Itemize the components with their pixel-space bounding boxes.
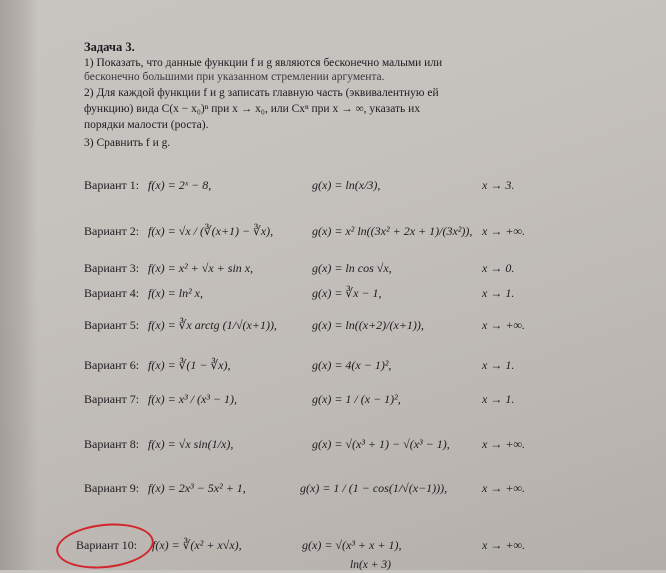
limit: x → +∞. — [482, 437, 525, 451]
limit: x → +∞. — [482, 538, 525, 552]
limit: x → +∞. — [482, 224, 525, 238]
function-f: f(x) = √x / (∛(x+1) − ∛x), — [148, 224, 274, 238]
variant-label: Вариант 2: — [84, 224, 140, 238]
function-f: f(x) = x² + √x + sin x, — [148, 261, 254, 275]
red-circle-annotation — [54, 519, 156, 573]
function-f: f(x) = 2x³ − 5x² + 1, — [148, 481, 246, 495]
function-f: f(x) = ln² x, — [148, 286, 204, 300]
variant-label: Вариант 4: — [84, 286, 140, 300]
task-title: Задача 3. — [84, 40, 135, 54]
variant-label: Вариант 10: — [76, 538, 138, 552]
variant-label: Вариант 9: — [84, 481, 140, 495]
function-g: g(x) = 4(x − 1)², — [312, 358, 392, 372]
limit: x → 0. — [482, 261, 515, 275]
function-g: g(x) = x² ln((3x² + 2x + 1)/(3x²)), — [312, 224, 473, 238]
function-f: f(x) = ∛(1 − ∛x), — [148, 358, 231, 372]
cut-off-formula: ln(x + 3) — [350, 559, 391, 571]
function-g: g(x) = ln(x/3), — [312, 178, 381, 192]
function-g: g(x) = 1 / (x − 1)², — [312, 392, 401, 406]
function-g: g(x) = √(x³ + x + 1), — [302, 538, 402, 552]
task-line-1: 1) Показать, что данные функции f и g являются бесконечно малыми или — [84, 57, 443, 69]
limit: x → 1. — [482, 286, 515, 300]
function-f: f(x) = 2ˣ − 8, — [148, 178, 212, 192]
limit: x → 1. — [482, 392, 515, 406]
variant-label: Вариант 5: — [84, 318, 140, 332]
function-g: g(x) = ∛x − 1, — [312, 286, 382, 300]
task-line-5: порядки малости (роста). — [84, 119, 209, 131]
task-line-4: функцию) вида C(x − x₀)ⁿ при x → x₀, или Cxⁿ при x → ∞, указать их — [84, 103, 421, 115]
variant-label: Вариант 8: — [84, 437, 140, 451]
variant-label: Вариант 7: — [84, 392, 140, 406]
function-g: g(x) = 1 / (1 − cos(1/√(x−1))), — [300, 481, 448, 495]
variant-label: Вариант 6: — [84, 358, 140, 372]
function-g: g(x) = √(x³ + 1) − √(x³ − 1), — [312, 437, 450, 451]
task-line-3: 2) Для каждой функции f и g записать главную часть (эквивалентную ей — [84, 87, 439, 99]
function-g: g(x) = ln cos √x, — [312, 261, 392, 275]
limit: x → +∞. — [482, 318, 525, 332]
limit: x → 1. — [482, 358, 515, 372]
function-f: f(x) = x³ / (x³ − 1), — [148, 392, 238, 406]
function-g: g(x) = ln((x+2)/(x+1)), — [312, 318, 424, 332]
task-line-6: 3) Сравнить f и g. — [84, 137, 171, 149]
variant-label: Вариант 1: — [84, 178, 140, 192]
task-line-2: бесконечно большими при указанном стремлении аргумента. — [84, 71, 385, 83]
function-f: f(x) = ∛x arctg (1/√(x+1)), — [148, 318, 277, 332]
limit: x → +∞. — [482, 481, 525, 495]
limit: x → 3. — [482, 178, 515, 192]
function-f: f(x) = ∛(x² + x√x), — [152, 538, 242, 552]
function-f: f(x) = √x sin(1/x), — [148, 437, 234, 451]
variant-label: Вариант 3: — [84, 261, 140, 275]
